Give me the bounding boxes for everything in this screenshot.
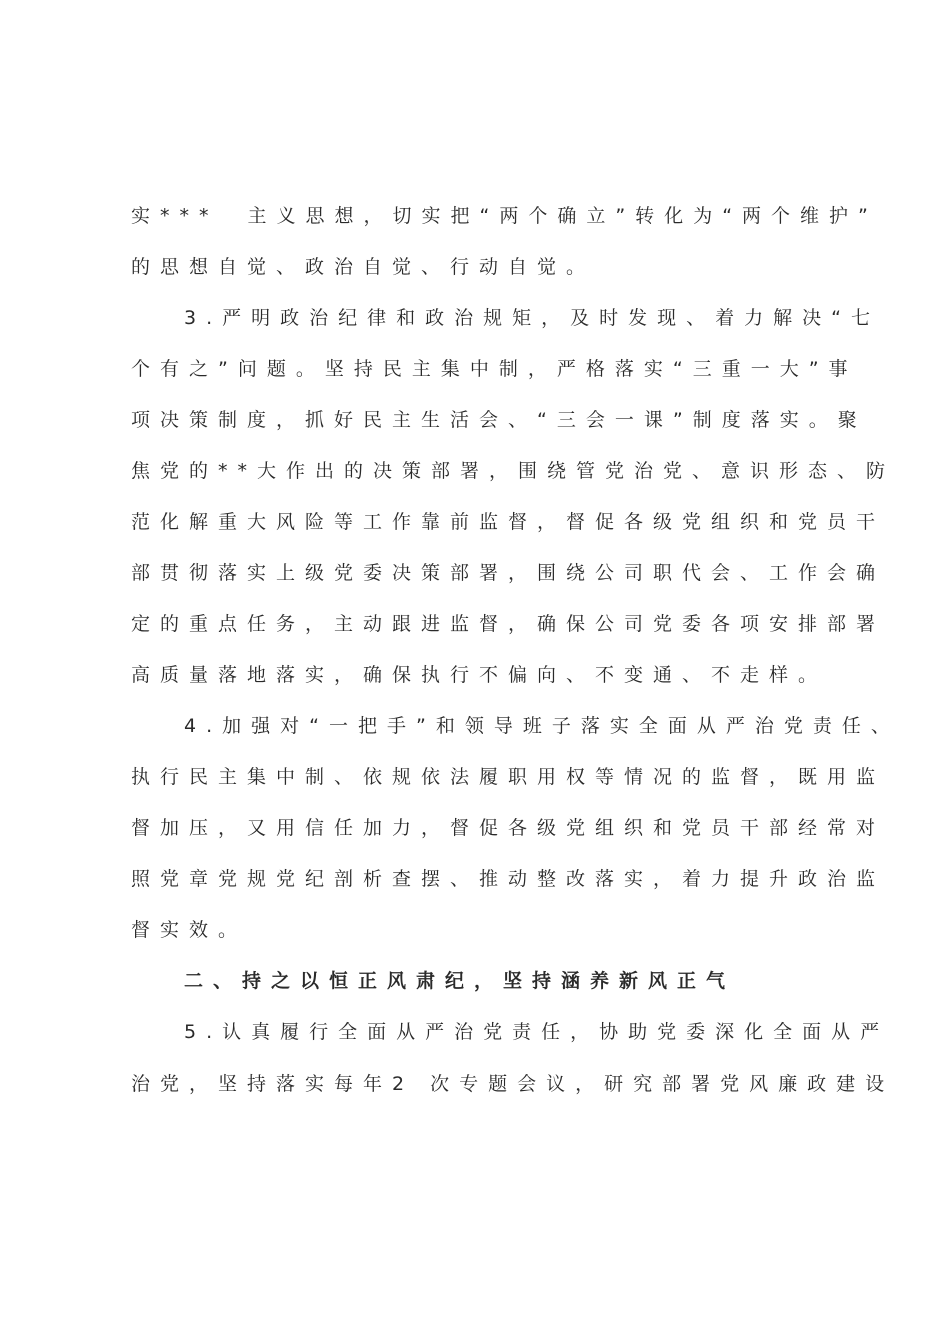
paragraph-line: 项决策制度，抓好民主生活会、“三会一课”制度落实。聚 (131, 409, 867, 431)
paragraph-line: 执行民主集中制、依规依法履职用权等情况的监督，既用监 (131, 766, 886, 788)
paragraph-line: 督实效。 (131, 919, 248, 941)
paragraph-line: 5.认真履行全面从严治党责任，协助党委深化全面从严 (184, 1021, 890, 1043)
paragraph-line: 3.严明政治纪律和政治规矩，及时发现、着力解决“七 (184, 307, 880, 329)
paragraph-line: 部贯彻落实上级党委决策部署，围绕公司职代会、工作会确 (131, 562, 886, 584)
paragraph-line: 治党，坚持落实每年2 次专题会议，研究部署党风廉政建设 (131, 1073, 895, 1095)
paragraph-line: 高质量落地落实，确保执行不偏向、不变通、不走样。 (131, 664, 828, 686)
paragraph-line: 定的重点任务，主动跟进监督，确保公司党委各项安排部署 (131, 613, 886, 635)
paragraph-line: 督加压，又用信任加力，督促各级党组织和党员干部经常对 (131, 817, 886, 839)
paragraph-line: 的思想自觉、政治自觉、行动自觉。 (131, 256, 596, 278)
paragraph-line: 焦党的**大作出的决策部署，围绕管党治党、意识形态、防 (131, 460, 896, 482)
paragraph-line: 个有之”问题。坚持民主集中制，严格落实“三重一大”事 (131, 358, 858, 380)
paragraph-line: 照党章党规党纪剖析查摆、推动整改落实，着力提升政治监 (131, 868, 886, 890)
section-heading: 二、持之以恒正风肃纪，坚持涵养新风正气 (184, 970, 736, 992)
paragraph-line: 4.加强对“一把手”和领导班子落实全面从严治党责任、 (184, 715, 900, 737)
paragraph-line: 实*** 主义思想，切实把“两个确立”转化为“两个维护” (131, 205, 878, 227)
paragraph-line: 范化解重大风险等工作靠前监督，督促各级党组织和党员干 (131, 511, 886, 533)
